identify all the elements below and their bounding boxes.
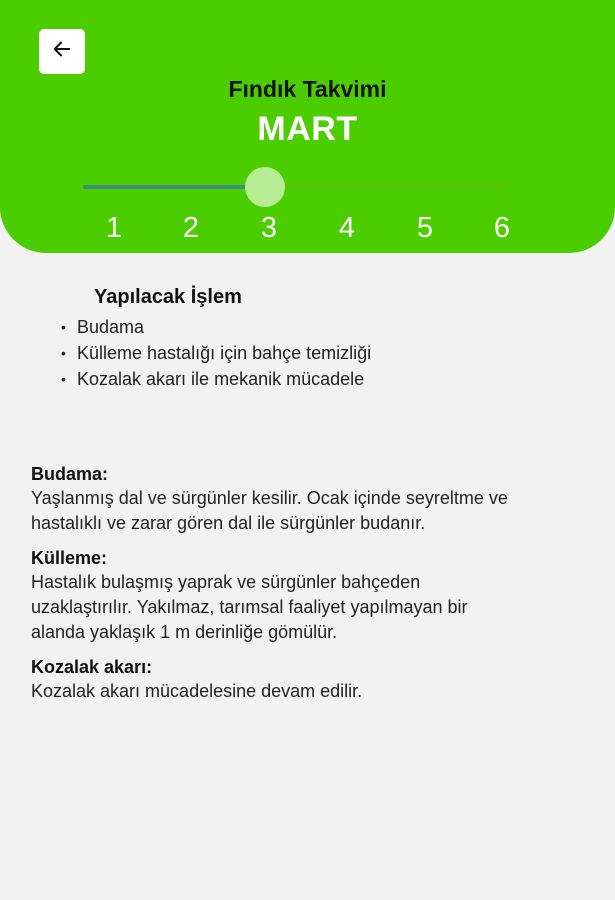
bullet-icon: • bbox=[61, 345, 66, 361]
back-button[interactable] bbox=[39, 29, 85, 74]
detail-line: alanda yaklaşık 1 m derinliğe gömülür. bbox=[31, 622, 338, 642]
month-label-4[interactable]: 4 bbox=[338, 212, 356, 244]
month-label-5[interactable]: 5 bbox=[416, 212, 434, 244]
detail-line: hastalıklı ve zarar gören dal ile sürgünler budanır. bbox=[31, 513, 426, 533]
task-item bbox=[61, 340, 371, 366]
month-name: MART bbox=[257, 110, 358, 148]
month-label-3[interactable]: 3 bbox=[260, 212, 278, 244]
tasks-title: Yapılacak İşlem bbox=[94, 286, 242, 308]
detail-line: Yaşlanmış dal ve sürgünler kesilir. Ocak içinde seyreltme ve bbox=[31, 488, 508, 508]
slider-thumb[interactable] bbox=[245, 167, 285, 207]
detail-line: uzaklaştırılır. Yakılmaz, tarımsal faaliyet yapılmayan bir bbox=[31, 597, 468, 617]
header bbox=[0, 0, 615, 253]
detail-heading: Budama: bbox=[31, 464, 109, 484]
bullet-icon: • bbox=[61, 371, 66, 387]
month-label-6[interactable]: 6 bbox=[493, 212, 511, 244]
bullet-icon: • bbox=[61, 319, 66, 335]
detail-kulleme bbox=[31, 546, 609, 645]
task-label: Kozalak akarı ile mekanik mücadele bbox=[77, 369, 365, 389]
detail-heading: Külleme: bbox=[31, 548, 108, 568]
month-label-2[interactable]: 2 bbox=[182, 212, 200, 244]
month-labels bbox=[0, 212, 615, 246]
task-list bbox=[61, 314, 371, 392]
detail-budama bbox=[31, 462, 609, 536]
month-label-1[interactable]: 1 bbox=[105, 212, 123, 244]
task-label: Budama bbox=[77, 317, 145, 337]
page-title: Fındık Takvimi bbox=[228, 76, 387, 102]
month-slider[interactable] bbox=[83, 173, 503, 201]
detail-line: Kozalak akarı mücadelesine devam edilir. bbox=[31, 681, 363, 701]
details-section bbox=[31, 462, 609, 714]
arrow-left-icon bbox=[51, 38, 73, 65]
task-label: Külleme hastalığı için bahçe temizliği bbox=[77, 343, 372, 363]
detail-line: Hastalık bulaşmış yaprak ve sürgünler bahçeden bbox=[31, 572, 421, 592]
detail-kozalak-akari bbox=[31, 655, 609, 704]
slider-fill bbox=[83, 185, 265, 189]
task-item bbox=[61, 366, 371, 392]
detail-heading: Kozalak akarı: bbox=[31, 657, 153, 677]
task-item bbox=[61, 314, 371, 340]
